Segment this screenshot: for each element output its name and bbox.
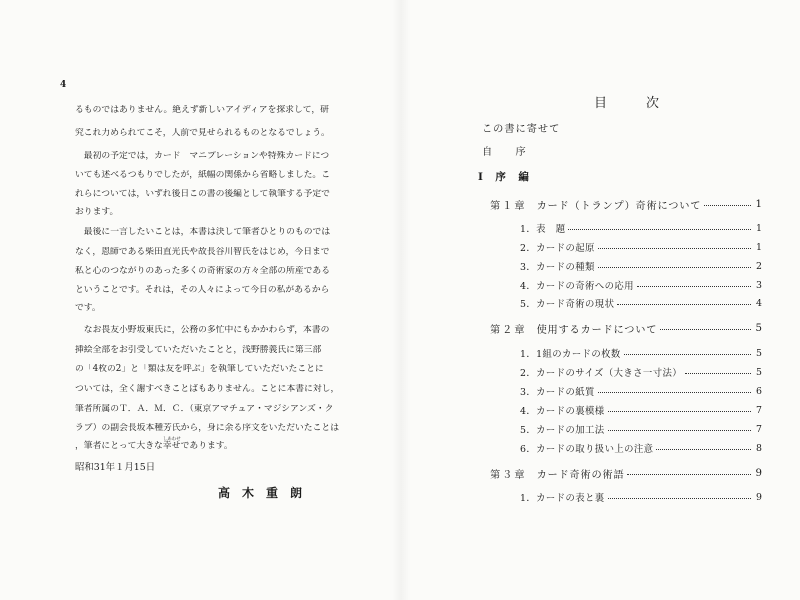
dot-leader (608, 430, 751, 431)
page-ref: 3 (756, 279, 762, 291)
preface-line: の「4枚の2」と「類は友を呼ぶ」を執筆していただいたことに (75, 364, 324, 374)
dot-leader (617, 304, 751, 305)
preface-line: いても述べるつもりでしたが，紙幅の関係から省略しました。こ (75, 170, 331, 180)
toc-part-heading: Ⅰ 序 編 (478, 171, 530, 183)
toc-section-row (520, 279, 762, 291)
preface-line: なお畏友小野坂東氏に，公務の多忙中にもかかわらず，本書の (75, 325, 330, 335)
section-title: 1．表 題 (520, 224, 566, 235)
chapter-label: 第２章 (490, 324, 527, 336)
page-ref: 6 (756, 385, 762, 397)
page-ref: 7 (756, 404, 762, 416)
section-title: 3．カードの種類 (520, 262, 595, 273)
preface-line: ということです。それは，その人々によって今日の私があるから (75, 285, 330, 295)
page-ref: 5 (755, 322, 762, 334)
preface-line: 挿絵全部をお引受していただいたことと，浅野勝義氏に第三部 (75, 345, 322, 355)
dot-leader (637, 286, 751, 287)
page-ref: 5 (756, 366, 762, 378)
author-name: 高 木 重 朗 (218, 486, 303, 500)
section-title: 1．1組のカードの枚数 (520, 349, 621, 360)
section-title: 3．カードの紙質 (520, 387, 595, 398)
page-number: 4 (60, 80, 67, 90)
dot-leader (598, 392, 751, 393)
chapter-label: 第１章 (490, 200, 527, 212)
chapter-title: カード（トランプ）奇術について (536, 200, 702, 212)
section-title: 4．カードの奇術への応用 (520, 281, 634, 292)
page-ref: 1 (756, 241, 762, 253)
page-ref: 9 (755, 467, 762, 479)
toc-section-row (520, 385, 762, 397)
toc-section-row (520, 491, 762, 503)
toc-front-matter: この書に寄せて (482, 124, 561, 135)
page-ref: 2 (756, 260, 762, 272)
toc-chapter-row (490, 322, 762, 334)
right-page (402, 0, 800, 600)
preface-line-text: ，筆者にとって大きな (75, 441, 163, 451)
page-ref: 4 (756, 297, 762, 309)
toc-section-row (520, 241, 762, 253)
page-ref: 5 (756, 347, 762, 359)
toc-section-row (520, 404, 762, 416)
preface-line: 筆者所属のＴ．Ａ．Ｍ．Ｃ．（東京アマチュア・マジシアンズ・ク (75, 404, 334, 414)
toc-front-matter: 自 序 (482, 147, 527, 158)
toc-section-row (520, 442, 762, 454)
preface-line: ついては，全く謝すべきことばもありません。ことに本書に対し， (75, 384, 340, 394)
dot-leader (608, 411, 751, 412)
preface-line: 最初の予定では，カード マニプレーションや特殊カードにつ (75, 151, 330, 161)
preface-line: 最後に一言したいことは，本書は決して筆者ひとりのものでは (75, 227, 331, 237)
ruby-reading: しあわせ (162, 437, 181, 442)
left-page (0, 0, 398, 600)
dot-leader (598, 248, 751, 249)
preface-line-text: であります。 (180, 441, 233, 451)
preface-line: 私と心のつながりのあった多くの奇術家の方々全部の所産である (75, 266, 331, 276)
dot-leader (568, 229, 751, 230)
toc-section-row (520, 297, 762, 309)
toc-section-row (520, 347, 762, 359)
section-title: 5．カード奇術の現状 (520, 299, 615, 310)
ruby-word (162, 437, 181, 451)
toc-section-row (520, 366, 762, 378)
preface-line: れらについては，いずれ後日この書の後編として執筆する予定で (75, 189, 330, 199)
section-title: 4．カードの裏模様 (520, 406, 605, 417)
preface-line: です。 (75, 303, 101, 313)
dot-leader (624, 354, 751, 355)
page-ref: 1 (755, 198, 762, 210)
section-title: 2．カードの起原 (520, 243, 595, 254)
dot-leader (627, 474, 751, 475)
preface-line: るものではありません。絶えず新しいアイディアを探求して，研 (75, 105, 329, 115)
dot-leader (660, 329, 751, 330)
section-title: 5．カードの加工法 (520, 425, 605, 436)
section-title: 1．カードの表と裏 (520, 493, 605, 504)
section-title: 6．カードの取り扱い上の注意 (520, 444, 654, 455)
preface-date: 昭和31年１月15日 (75, 462, 156, 473)
preface-line: ラブ）の副会長坂本種芳氏から，身に余る序文をいただいたことは (75, 423, 339, 433)
toc-title: 目 次 (594, 96, 660, 111)
preface-line: 究これ力められてこそ，人前で見せられるものとなるでしょう。 (75, 128, 330, 138)
dot-leader (608, 498, 751, 499)
page-ref: 8 (756, 442, 762, 454)
preface-line: おります。 (75, 207, 119, 217)
dot-leader (685, 373, 751, 374)
toc-chapter-row (490, 198, 762, 210)
toc-section-row (520, 423, 762, 435)
page-ref: 9 (756, 491, 762, 503)
preface-line (75, 437, 350, 451)
dot-leader (598, 267, 751, 268)
page-ref: 1 (756, 222, 762, 234)
chapter-title: 使用するカードについて (536, 324, 658, 336)
chapter-title: カード奇術の術語 (536, 469, 625, 481)
ruby-base: 幸せ (162, 441, 181, 451)
preface-line: なく，恩師である柴田直光氏や故長谷川智氏をはじめ，今日まで (75, 247, 330, 257)
toc-chapter-row (490, 467, 762, 479)
page-ref: 7 (756, 423, 762, 435)
dot-leader (656, 449, 751, 450)
section-title: 2．カードのサイズ（大きさ一寸法） (520, 368, 683, 379)
toc-section-row (520, 260, 762, 272)
dot-leader (704, 205, 751, 206)
chapter-label: 第３章 (490, 469, 527, 481)
toc-section-row (520, 222, 762, 234)
